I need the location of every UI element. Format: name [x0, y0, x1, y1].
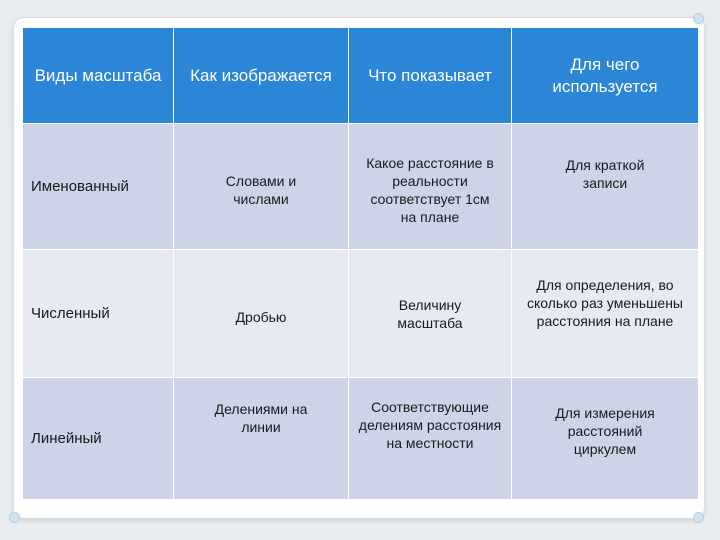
table-cell-how — [174, 124, 349, 250]
table-cell-purpose — [512, 378, 698, 500]
cell-text: Численный — [31, 304, 110, 322]
header-label: Виды масштаба — [34, 65, 162, 85]
table-cell-shows — [349, 250, 512, 378]
cell-text: Именованный — [31, 177, 129, 195]
table-cell-type — [23, 378, 174, 500]
corner-dot-bottom-left — [9, 512, 20, 523]
table-cell-type — [23, 250, 174, 378]
header-cell-how — [174, 28, 349, 124]
cell-text: Соответствующие делениям расстояния на местности — [358, 399, 502, 451]
cell-text: Для определения, во сколько раз уменьшены расстояния на плане — [527, 277, 683, 329]
header-cell-type — [23, 28, 174, 124]
cell-text: Величину масштаба — [397, 297, 463, 331]
header-label: Что показывает — [368, 65, 492, 85]
header-cell-shows — [349, 28, 512, 124]
header-label: Для чего используется — [552, 54, 658, 96]
cell-text: Для краткой записи — [565, 157, 645, 191]
corner-dot-top-right — [693, 13, 704, 24]
cell-text: Дробью — [235, 309, 287, 325]
cell-text: Какое расстояние в реальности соответствует 1см на плане — [366, 155, 494, 225]
cell-text: Делениями на линии — [214, 401, 308, 435]
table-cell-how — [174, 250, 349, 378]
corner-dot-bottom-right — [693, 512, 704, 523]
table-cell-shows — [349, 378, 512, 500]
scale-types-table — [23, 28, 697, 500]
cell-text: Словами и числами — [225, 173, 297, 207]
cell-text: Для измерения расстояний циркулем — [555, 405, 655, 457]
table-cell-type — [23, 124, 174, 250]
header-label: Как изображается — [190, 65, 332, 85]
table-cell-shows — [349, 124, 512, 250]
table-cell-purpose — [512, 250, 698, 378]
table-cell-how — [174, 378, 349, 500]
header-cell-purpose — [512, 28, 698, 124]
cell-text: Линейный — [31, 429, 102, 447]
table-cell-purpose — [512, 124, 698, 250]
